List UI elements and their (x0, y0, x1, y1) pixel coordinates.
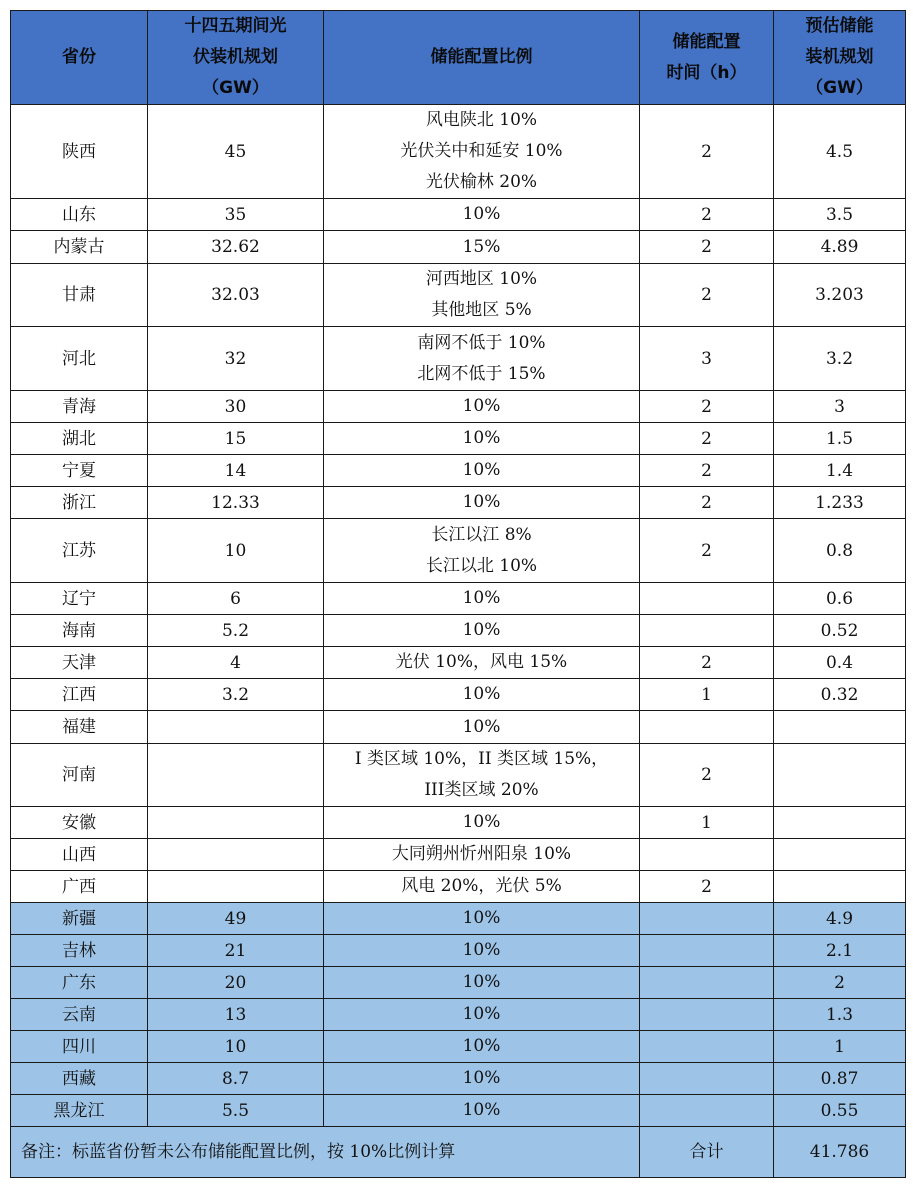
footer-total-label: 合计 (640, 1127, 774, 1178)
cell-storage-ratio (324, 391, 640, 423)
ratio-line: 10% (462, 492, 501, 512)
cell-storage-ratio (324, 679, 640, 711)
cell-pv-plan: 45 (148, 105, 324, 199)
cell-storage-hours (640, 903, 774, 935)
table-row (11, 903, 906, 935)
ratio-line: 10% (462, 972, 501, 992)
cell-storage-estimate: 4.9 (774, 903, 906, 935)
ratio-line: 风电 20%，光伏 5% (401, 876, 562, 896)
ratio-line: 10% (462, 1100, 501, 1120)
ratio-line: 大同朔州忻州阳泉 10% (391, 844, 572, 864)
table-row (11, 423, 906, 455)
cell-storage-hours: 2 (640, 744, 774, 807)
cell-storage-ratio (324, 647, 640, 679)
ratio-line: 南网不低于 10% (417, 332, 546, 353)
ratio-line: 10% (462, 1004, 501, 1024)
ratio-line: 10% (462, 908, 501, 928)
table-row (11, 711, 906, 744)
cell-province: 湖北 (11, 423, 148, 455)
cell-storage-hours: 1 (640, 679, 774, 711)
header-line: 储能配置 (672, 31, 741, 52)
cell-storage-hours: 2 (640, 423, 774, 455)
ratio-line: 10% (462, 460, 501, 480)
header-line: 伏装机规划 (193, 47, 278, 67)
cell-storage-estimate: 0.8 (774, 519, 906, 583)
header-storage-hours (640, 11, 774, 105)
cell-pv-plan: 32.03 (148, 264, 324, 327)
cell-pv-plan: 32 (148, 327, 324, 391)
cell-province: 广东 (11, 967, 148, 999)
cell-storage-estimate: 2.1 (774, 935, 906, 967)
ratio-line: 10% (462, 620, 501, 640)
table-row (11, 199, 906, 231)
cell-storage-estimate: 1 (774, 1031, 906, 1063)
cell-storage-ratio (324, 455, 640, 487)
ratio-line: 河西地区 10% (425, 269, 538, 289)
cell-province: 内蒙古 (11, 231, 148, 264)
cell-storage-estimate: 3.5 (774, 199, 906, 231)
cell-province: 山西 (11, 839, 148, 871)
cell-storage-ratio (324, 1095, 640, 1127)
cell-pv-plan (148, 807, 324, 839)
cell-province: 宁夏 (11, 455, 148, 487)
table-row (11, 519, 906, 583)
cell-storage-hours (640, 967, 774, 999)
table-row (11, 327, 906, 391)
cell-storage-estimate: 4.89 (774, 231, 906, 264)
cell-storage-estimate: 0.87 (774, 1063, 906, 1095)
cell-pv-plan: 13 (148, 999, 324, 1031)
table-row (11, 807, 906, 839)
cell-storage-hours: 2 (640, 231, 774, 264)
footer-note: 备注：标蓝省份暂未公布储能配置比例，按 10%比例计算 (11, 1127, 640, 1178)
cell-pv-plan: 4 (148, 647, 324, 679)
table-row (11, 967, 906, 999)
cell-pv-plan: 32.62 (148, 231, 324, 264)
cell-storage-ratio (324, 967, 640, 999)
header-line: 预估储能 (805, 16, 874, 36)
cell-province: 甘肃 (11, 264, 148, 327)
header-line: 十四五期间光 (184, 16, 287, 36)
cell-storage-ratio (324, 231, 640, 264)
cell-storage-hours (640, 999, 774, 1031)
ratio-line: 其他地区 5% (431, 300, 532, 320)
cell-storage-ratio (324, 327, 640, 391)
ratio-line: 光伏榆林 20% (425, 172, 538, 192)
cell-storage-estimate: 1.5 (774, 423, 906, 455)
cell-storage-hours (640, 935, 774, 967)
table-row (11, 1095, 906, 1127)
header-pv-plan (148, 11, 324, 105)
cell-pv-plan: 5.5 (148, 1095, 324, 1127)
cell-storage-ratio (324, 903, 640, 935)
cell-storage-estimate: 4.5 (774, 105, 906, 199)
cell-storage-ratio (324, 839, 640, 871)
table-body (11, 105, 906, 1127)
cell-storage-ratio (324, 264, 640, 327)
cell-province: 广西 (11, 871, 148, 903)
cell-pv-plan (148, 839, 324, 871)
ratio-line: 10% (462, 588, 501, 608)
table-row (11, 679, 906, 711)
cell-storage-estimate (774, 839, 906, 871)
cell-province: 云南 (11, 999, 148, 1031)
header-province (11, 11, 148, 105)
ratio-line: 10% (462, 716, 501, 737)
cell-pv-plan: 3.2 (148, 679, 324, 711)
cell-storage-ratio (324, 871, 640, 903)
table-row (11, 391, 906, 423)
ratio-line: 长江以北 10% (425, 555, 538, 576)
cell-province: 吉林 (11, 935, 148, 967)
table-row (11, 1063, 906, 1095)
ratio-line: 风电陕北 10% (425, 110, 538, 130)
ratio-line: 15% (462, 236, 501, 257)
cell-storage-hours: 3 (640, 327, 774, 391)
ratio-line: 10% (462, 940, 501, 960)
cell-storage-estimate (774, 807, 906, 839)
table-row (11, 264, 906, 327)
cell-pv-plan: 8.7 (148, 1063, 324, 1095)
cell-province: 江西 (11, 679, 148, 711)
ratio-line: 长江以江 8% (431, 524, 532, 545)
cell-storage-estimate: 1.233 (774, 487, 906, 519)
cell-storage-hours: 2 (640, 391, 774, 423)
header-line: （GW） (202, 78, 269, 98)
cell-pv-plan: 14 (148, 455, 324, 487)
header-line: 装机规划 (805, 47, 874, 67)
cell-storage-estimate: 0.6 (774, 583, 906, 615)
ratio-line: 北网不低于 15% (417, 363, 546, 384)
cell-storage-ratio (324, 583, 640, 615)
footer-row (11, 1127, 906, 1178)
cell-storage-ratio (324, 519, 640, 583)
cell-storage-estimate (774, 871, 906, 903)
cell-storage-estimate: 2 (774, 967, 906, 999)
ratio-line: 10% (462, 1068, 501, 1088)
storage-config-table (10, 10, 906, 1178)
cell-storage-hours: 2 (640, 871, 774, 903)
cell-storage-hours (640, 615, 774, 647)
cell-storage-ratio (324, 999, 640, 1031)
cell-pv-plan: 30 (148, 391, 324, 423)
header-storage-estimate (774, 11, 906, 105)
cell-storage-hours: 2 (640, 105, 774, 199)
cell-province: 西藏 (11, 1063, 148, 1095)
cell-storage-hours: 2 (640, 519, 774, 583)
cell-storage-estimate: 3.203 (774, 264, 906, 327)
cell-storage-estimate: 0.55 (774, 1095, 906, 1127)
cell-pv-plan (148, 744, 324, 807)
table-row (11, 1031, 906, 1063)
cell-storage-hours: 2 (640, 264, 774, 327)
cell-storage-estimate: 0.52 (774, 615, 906, 647)
cell-pv-plan: 20 (148, 967, 324, 999)
cell-storage-hours: 2 (640, 647, 774, 679)
cell-storage-ratio (324, 1063, 640, 1095)
ratio-line: 光伏 10%，风电 15% (395, 652, 568, 672)
footer-total-value: 41.786 (774, 1127, 906, 1178)
cell-pv-plan (148, 711, 324, 744)
table-row (11, 871, 906, 903)
cell-province: 山东 (11, 199, 148, 231)
cell-storage-ratio (324, 1031, 640, 1063)
cell-storage-hours: 2 (640, 455, 774, 487)
cell-storage-hours (640, 1063, 774, 1095)
cell-pv-plan: 15 (148, 423, 324, 455)
cell-storage-ratio (324, 807, 640, 839)
cell-province: 新疆 (11, 903, 148, 935)
cell-province: 天津 (11, 647, 148, 679)
cell-storage-ratio (324, 711, 640, 744)
cell-storage-estimate: 0.32 (774, 679, 906, 711)
table-row (11, 647, 906, 679)
cell-storage-hours (640, 839, 774, 871)
cell-storage-estimate (774, 744, 906, 807)
cell-storage-ratio (324, 105, 640, 199)
cell-storage-hours: 2 (640, 487, 774, 519)
cell-storage-hours (640, 1095, 774, 1127)
header-line: 储能配置比例 (430, 47, 533, 67)
header-row (11, 11, 906, 105)
cell-storage-estimate: 3.2 (774, 327, 906, 391)
header-line: （GW） (806, 78, 873, 98)
cell-storage-estimate: 3 (774, 391, 906, 423)
cell-storage-estimate: 0.4 (774, 647, 906, 679)
cell-province: 陕西 (11, 105, 148, 199)
cell-province: 江苏 (11, 519, 148, 583)
cell-storage-ratio (324, 423, 640, 455)
table-row (11, 105, 906, 199)
table-row (11, 455, 906, 487)
cell-pv-plan: 21 (148, 935, 324, 967)
table-row (11, 583, 906, 615)
ratio-line: 10% (462, 684, 501, 704)
cell-province: 河北 (11, 327, 148, 391)
cell-pv-plan: 5.2 (148, 615, 324, 647)
cell-storage-ratio (324, 935, 640, 967)
header-line: 时间（h） (666, 62, 747, 83)
cell-pv-plan: 10 (148, 1031, 324, 1063)
cell-province: 黑龙江 (11, 1095, 148, 1127)
ratio-line: 10% (462, 1036, 501, 1056)
ratio-line: I 类区域 10%，II 类区域 15%， (354, 749, 609, 769)
table-row (11, 487, 906, 519)
ratio-line: 10% (462, 428, 501, 448)
cell-storage-ratio (324, 487, 640, 519)
cell-province: 辽宁 (11, 583, 148, 615)
cell-storage-ratio (324, 615, 640, 647)
cell-pv-plan: 6 (148, 583, 324, 615)
cell-storage-hours: 2 (640, 199, 774, 231)
cell-storage-ratio (324, 199, 640, 231)
ratio-line: 10% (462, 396, 501, 416)
cell-storage-estimate (774, 711, 906, 744)
cell-province: 河南 (11, 744, 148, 807)
cell-pv-plan: 12.33 (148, 487, 324, 519)
cell-province: 浙江 (11, 487, 148, 519)
cell-province: 福建 (11, 711, 148, 744)
header-storage-ratio (324, 11, 640, 105)
cell-province: 安徽 (11, 807, 148, 839)
cell-storage-hours: 1 (640, 807, 774, 839)
cell-province: 四川 (11, 1031, 148, 1063)
cell-pv-plan (148, 871, 324, 903)
cell-storage-estimate: 1.3 (774, 999, 906, 1031)
cell-pv-plan: 35 (148, 199, 324, 231)
cell-storage-hours (640, 711, 774, 744)
storage-table-container (10, 10, 906, 1178)
cell-storage-ratio (324, 744, 640, 807)
table-row (11, 839, 906, 871)
cell-storage-hours (640, 583, 774, 615)
ratio-line: 10% (462, 812, 501, 832)
cell-pv-plan: 10 (148, 519, 324, 583)
cell-province: 青海 (11, 391, 148, 423)
ratio-line: 光伏关中和延安 10% (400, 141, 563, 161)
cell-storage-hours (640, 1031, 774, 1063)
table-row (11, 935, 906, 967)
ratio-line: III类区域 20% (424, 780, 539, 800)
cell-pv-plan: 49 (148, 903, 324, 935)
cell-province: 海南 (11, 615, 148, 647)
cell-storage-estimate: 1.4 (774, 455, 906, 487)
header-line: 省份 (62, 47, 96, 67)
table-row (11, 744, 906, 807)
ratio-line: 10% (462, 204, 501, 224)
table-row (11, 999, 906, 1031)
table-row (11, 231, 906, 264)
table-row (11, 615, 906, 647)
